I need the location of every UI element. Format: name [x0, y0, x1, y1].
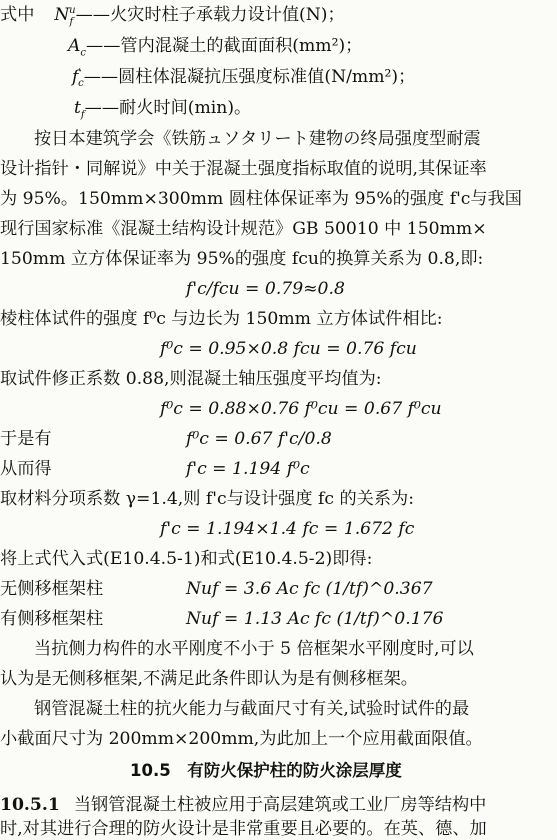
equation-4: f⁰c = 0.67 f'c/0.8 — [186, 429, 332, 449]
para3: 取试件修正系数 0.88,则混凝土轴压强度平均值为: — [0, 369, 382, 389]
equation-7: Nuf = 3.6 Ac fc (1/tf)^0.367 — [186, 579, 433, 599]
para6-line-1: 当抗侧力构件的水平刚度不小于 5 倍框架水平刚度时,可以 — [34, 639, 474, 659]
eq4-label: 于是有 — [0, 429, 52, 449]
symbol-N: $N_f^u$ — [54, 5, 76, 28]
para8-line-2: 时,对其进行合理的防火设计是非常重要且必要的。在英、德、加 — [0, 819, 487, 839]
def-intro: 式中 — [0, 5, 35, 25]
para4: 取材料分项系数 γ=1.4,则 f'c与设计强度 fc 的关系为: — [0, 489, 415, 509]
def-text: 火灾时柱子承载力设计值(N)； — [109, 5, 345, 25]
para5: 将上式代入式(E10.4.5-1)和式(E10.4.5-2)即得: — [0, 549, 373, 569]
def-dash: —— — [84, 98, 119, 118]
para1-line-2: 设计指针・同解说》中关于混凝土强度指标取值的说明,其保证率 — [0, 159, 487, 179]
clause-number: 10.5.1 — [0, 795, 60, 815]
eq7-label: 无侧移框架柱 — [0, 579, 104, 599]
def-dash: —— — [75, 5, 110, 25]
def-text: 耐火时间(min)。 — [119, 98, 252, 118]
eq8-label: 有侧移框架柱 — [0, 609, 104, 629]
symbol-tf: $t_f$ — [74, 98, 85, 121]
para7-line-1: 钢管混凝土柱的抗火能力与截面尺寸有关,试验时试件的最 — [34, 699, 470, 719]
equation-5: f'c = 1.194 f⁰c — [186, 459, 310, 479]
symbol-fc: $f'_c$ — [72, 67, 84, 90]
para8-line-1 — [0, 794, 486, 816]
eq5-label: 从而得 — [0, 459, 52, 479]
equation-8: Nuf = 1.13 Ac fc (1/tf)^0.176 — [186, 609, 444, 629]
def-dash: —— — [86, 36, 121, 56]
section-heading: 10.5 有防火保护柱的防火涂层厚度 — [130, 761, 402, 780]
def-dash: —— — [83, 67, 119, 87]
para7-line-2: 小截面尺寸为 200mm×200mm,为此加上一个应用截面限值。 — [0, 729, 483, 749]
def-text: 管内混凝土的截面面积(mm²)； — [120, 36, 363, 56]
para1-line-1: 按日本建筑学会《铁筋ュソタリート建物の终局强度型耐震 — [34, 129, 481, 149]
para6-line-2: 认为是无侧移框架,不满足此条件即认为是有侧移框架。 — [0, 669, 418, 689]
def-line-3 — [72, 66, 415, 88]
para1-line-5: 150mm 立方体保证率为 95%的强度 fcu的换算关系为 0.8,即: — [0, 249, 484, 269]
equation-1: f'c/fcu = 0.79≈0.8 — [186, 279, 345, 299]
para1-line-3: 为 95%。150mm×300mm 圆柱体保证率为 95%的强度 f'c与我国 — [0, 189, 522, 209]
def-line-2 — [68, 35, 362, 57]
symbol-A: $A_c$ — [68, 36, 87, 59]
equation-3: f⁰c = 0.88×0.76 f⁰cu = 0.67 f⁰cu — [160, 399, 442, 419]
def-line-4 — [74, 97, 251, 119]
para1-line-4: 现行国家标准《混凝土结构设计规范》GB 50010 中 150mm× — [0, 219, 487, 239]
def-line-1 — [0, 4, 345, 26]
def-text: 圆柱体混凝抗压强度标准值(N/mm²)； — [118, 67, 416, 87]
para8-text-1: 当钢管混凝土柱被应用于高层建筑或工业厂房等结构中 — [73, 795, 487, 815]
para2: 棱柱体试件的强度 f⁰c 与边长为 150mm 立方体试件相比: — [0, 309, 443, 329]
equation-6: f'c = 1.194×1.4 fc = 1.672 fc — [160, 519, 415, 539]
equation-2: f⁰c = 0.95×0.8 fcu = 0.76 fcu — [160, 339, 417, 359]
